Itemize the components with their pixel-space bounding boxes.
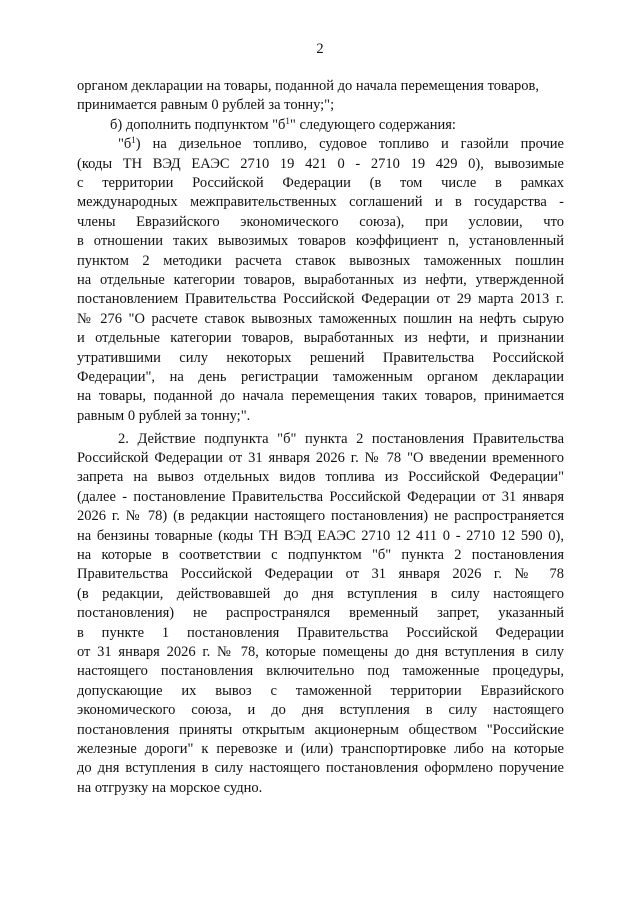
superscript-one: 1 bbox=[131, 135, 136, 146]
text-line: запрета на вывоз отдельных видов топлива из Российской Федерации" bbox=[77, 469, 564, 485]
text-line: на которые в соответствии с подпунктом "б" пункта 2 постановления bbox=[77, 547, 564, 563]
text-line: постановления приняты открытым акционерным обществом "Российские bbox=[77, 722, 564, 738]
text-line: Правительства Российской Федерации от 31 января 2026 г. № 78 bbox=[77, 566, 564, 582]
text-line: на отдельные категории товаров, выработанных из нефти, утвержденной bbox=[77, 272, 564, 288]
superscript-one: 1 bbox=[285, 116, 290, 127]
text-line: постановления) не распространялся временный запрет, указанный bbox=[77, 605, 564, 621]
text-line: и отдельные категории товаров, выработанных из нефти, и признании bbox=[77, 330, 564, 346]
text-line: 2026 г. № 78) (в редакции настоящего постановления) не распространяется bbox=[77, 508, 564, 524]
text-line: до дня вступления в силу настоящего постановления оформлено поручение bbox=[77, 760, 564, 776]
text-line: в пункте 1 постановления Правительства Российской Федерации bbox=[77, 625, 564, 641]
text-line: в отношении таких вывозимых товаров коэффициент n, установленный bbox=[77, 233, 564, 249]
text-line: Российской Федерации от 31 января 2026 г. № 78 "О введении временного bbox=[77, 450, 564, 466]
text-line: на бензины товарные (коды ТН ВЭД ЕАЭС 2710 12 411 0 - 2710 12 590 0), bbox=[77, 528, 564, 544]
text-line: 2. Действие подпункта "б" пункта 2 постановления Правительства bbox=[118, 431, 564, 447]
text-line: пунктом 2 методики расчета ставок вывозных таможенных пошлин bbox=[77, 253, 564, 269]
text-line: № 276 "О расчете ставок вывозных таможенных пошлин на нефть сырую bbox=[77, 311, 564, 327]
text-line: допускающие их вывоз с таможенной территории Евразийского bbox=[77, 683, 564, 699]
text-line: с территории Российской Федерации (в том числе в рамках bbox=[77, 175, 564, 191]
text-line: (далее - постановление Правительства Российской Федерации от 31 января bbox=[77, 489, 564, 505]
text-line: члены Евразийского экономического союза), при условии, что bbox=[77, 214, 564, 230]
text-line: от 31 января 2026 г. № 78, которые помещены до дня вступления в силу bbox=[77, 644, 564, 660]
text-line: экономического союза, и до дня вступления в силу настоящего bbox=[77, 702, 564, 718]
text-line: принимается равным 0 рублей за тонну;"; bbox=[77, 97, 335, 113]
text-line: настоящего постановления включительно под таможенные процедуры, bbox=[77, 663, 564, 679]
text-line: равным 0 рублей за тонну;". bbox=[77, 408, 251, 424]
text-line: (коды ТН ВЭД ЕАЭС 2710 19 421 0 - 2710 19 429 0), вывозимые bbox=[77, 156, 564, 172]
text-line: международных межправительственных соглашений и в государства - bbox=[77, 194, 564, 210]
text-line: Федерации", на день регистрации таможенным органом декларации bbox=[77, 369, 564, 385]
text-line: на отгрузку на морское судно. bbox=[77, 780, 263, 796]
text-line: б) дополнить подпунктом "$б^1$" следующего содержания: bbox=[110, 116, 456, 133]
page-number: 2 bbox=[316, 41, 324, 57]
text-line: постановлением Правительства Российской Федерации от 29 марта 2013 г. bbox=[77, 291, 564, 307]
text-line: утратившими силу некоторых решений Правительства Российской bbox=[77, 350, 564, 366]
text-line: "$б^1$) на дизельное топливо, судовое топливо и газойли прочие bbox=[118, 135, 564, 152]
text-line: (в редакции, действовавшей до дня вступления в силу настоящего bbox=[77, 586, 564, 602]
text-line: органом декларации на товары, поданной до начала перемещения товаров, bbox=[77, 78, 540, 94]
text-line: на товары, поданной до начала перемещения таких товаров, принимается bbox=[77, 388, 564, 404]
text-line: железные дороги" к перевозке и (или) транспортировке либо на которые bbox=[77, 741, 564, 757]
